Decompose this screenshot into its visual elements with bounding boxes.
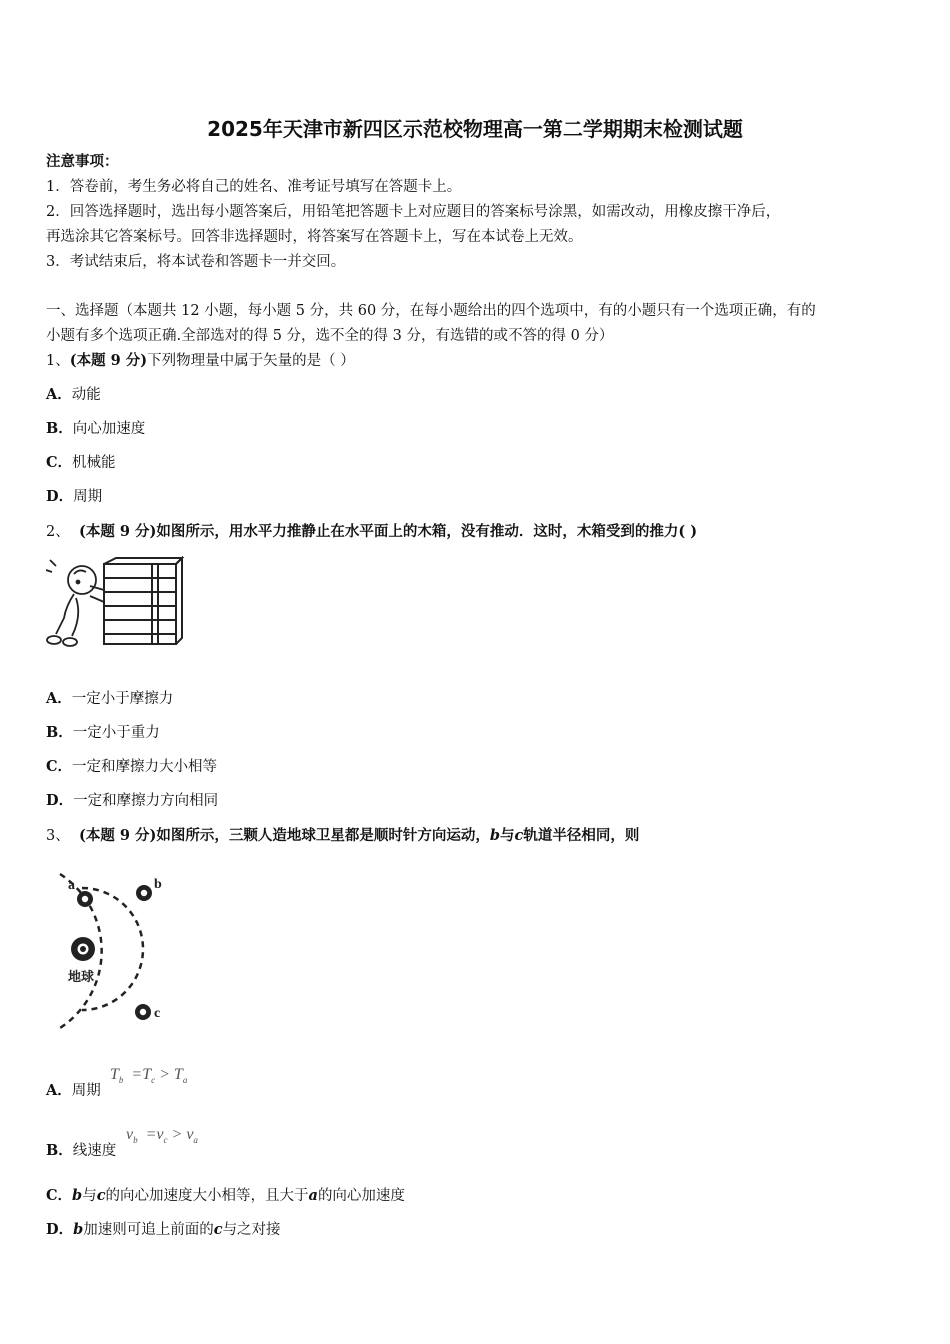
crate-front <box>104 564 176 644</box>
q2-option-d <box>46 791 218 811</box>
question-number: 1、 <box>46 353 70 369</box>
person-foot <box>63 638 77 646</box>
q3-option-c <box>46 1186 405 1206</box>
question-1-stem <box>46 351 355 371</box>
q2-option-a <box>46 689 173 709</box>
var-a: a <box>308 1187 318 1204</box>
person-arm <box>90 596 104 602</box>
notice-item: 2．回答选择题时，选出每小题答案后，用铅笔把答题卡上对应题目的答案标号涂黑，如需改动，用橡皮擦干净后， <box>46 204 781 220</box>
satellite-b <box>136 885 152 901</box>
q1-option-b <box>46 419 145 439</box>
question-text: 下列物理量中属于矢量的是（ ） <box>147 353 355 369</box>
notice-heading: 注意事项： <box>46 153 119 170</box>
option-letter: D． <box>46 1221 74 1238</box>
label-c: c <box>154 1006 161 1021</box>
var-b: b <box>489 827 500 844</box>
option-letter: D． <box>46 488 74 505</box>
person-eye <box>77 581 80 584</box>
option-text: 周期 <box>71 1083 101 1099</box>
person-leg <box>56 594 74 634</box>
q1-option-d <box>46 487 102 507</box>
option-text: 与之对接 <box>222 1222 281 1238</box>
option-letter: B． <box>46 420 73 437</box>
wooden-crate <box>104 558 182 644</box>
option-text: 机械能 <box>72 455 116 471</box>
option-letter: C． <box>46 758 73 775</box>
option-text: 线速度 <box>72 1143 117 1159</box>
var-c: c <box>213 1221 223 1238</box>
earth-label: 地球 <box>68 970 95 985</box>
q2-option-b <box>46 723 160 743</box>
question-score: (本题 9 分) <box>78 827 157 844</box>
option-letter: B． <box>46 724 73 741</box>
question-number: 3、 <box>46 828 70 844</box>
satellite-c <box>135 1004 151 1020</box>
option-letter: A． <box>46 1082 72 1099</box>
question-score: (本题 9 分) <box>69 352 148 369</box>
question-2-stem <box>46 522 697 542</box>
satellite-orbit-figure <box>50 860 180 1040</box>
option-text: 一定小于重力 <box>72 725 160 741</box>
page-title: 2025年天津市新四区示范校物理高一第二学期期末检测试题 <box>207 117 743 141</box>
notice-item: 再选涂其它答案标号。回答非选择题时，将答案写在答题卡上，写在本试卷上无效。 <box>46 229 583 245</box>
section-instructions: 小题有多个选项正确.全部选对的得 5 分，选不全的得 3 分，有选错的或不答的得 0 分） <box>46 328 614 344</box>
person-pushing <box>46 560 104 646</box>
earth-core <box>80 946 86 952</box>
person-foot <box>47 636 61 644</box>
option-letter: C． <box>46 1187 73 1204</box>
section-instructions: 一、选择题（本题共 12 小题，每小题 5 分，共 60 分，在每小题给出的四个选项中，有的小题只有一个选项正确，有的 <box>46 303 816 319</box>
option-letter: A． <box>46 690 72 707</box>
option-letter: A． <box>46 386 72 403</box>
effort-lines <box>46 560 56 572</box>
label-a: a <box>68 878 75 893</box>
option-text: 向心加速度 <box>72 421 146 437</box>
formula-period: $T_b =T_c > T_a$ <box>110 1066 188 1086</box>
question-number: 2、 <box>46 524 70 540</box>
q3-option-a <box>46 1081 101 1101</box>
question-text: 轨道半径相同，则 <box>523 827 640 844</box>
option-letter: B． <box>46 1142 73 1159</box>
var-b: b <box>72 1187 83 1204</box>
q1-option-a <box>46 385 101 405</box>
question-3-stem <box>46 826 639 846</box>
var-c: c <box>514 827 524 844</box>
pushing-crate-figure <box>46 556 186 652</box>
formula-velocity: $v_b =v_c > v_a$ <box>126 1126 198 1146</box>
option-letter: C． <box>46 454 73 471</box>
option-text: 一定和摩擦力方向相同 <box>73 793 219 809</box>
person-leg <box>72 598 78 636</box>
option-text: 一定小于摩擦力 <box>71 691 174 707</box>
option-letter: D． <box>46 792 74 809</box>
option-text: 加速则可追上前面的 <box>83 1222 214 1238</box>
question-score: (本题 9 分) <box>78 523 157 540</box>
notice-item: 1．答卷前，考生务必将自己的姓名、准考证号填写在答题卡上。 <box>46 179 462 195</box>
satellite-a <box>77 891 93 907</box>
question-text: 如图所示，用水平力推静止在水平面上的木箱，没有推动．这时，木箱受到的推力( ) <box>156 523 698 540</box>
person-hair <box>74 570 86 574</box>
q2-option-c <box>46 757 217 777</box>
q3-option-d <box>46 1220 281 1240</box>
question-text: 与 <box>500 827 515 844</box>
option-text: 周期 <box>73 489 103 505</box>
question-text: 如图所示，三颗人造地球卫星都是顺时针方向运动， <box>156 827 490 844</box>
q3-option-b <box>46 1141 116 1161</box>
earth <box>71 937 95 961</box>
notice-item: 3．考试结束后，将本试卷和答题卡一并交回。 <box>46 254 346 270</box>
option-text: 的向心加速度 <box>317 1188 405 1204</box>
option-text: 与 <box>82 1188 97 1204</box>
q1-option-c <box>46 453 116 473</box>
option-text: 一定和摩擦力大小相等 <box>72 759 218 775</box>
label-b: b <box>154 877 162 892</box>
option-text: 动能 <box>71 387 101 403</box>
var-c: c <box>96 1187 106 1204</box>
var-b: b <box>73 1221 84 1238</box>
option-text: 的向心加速度大小相等，且大于 <box>105 1188 309 1204</box>
